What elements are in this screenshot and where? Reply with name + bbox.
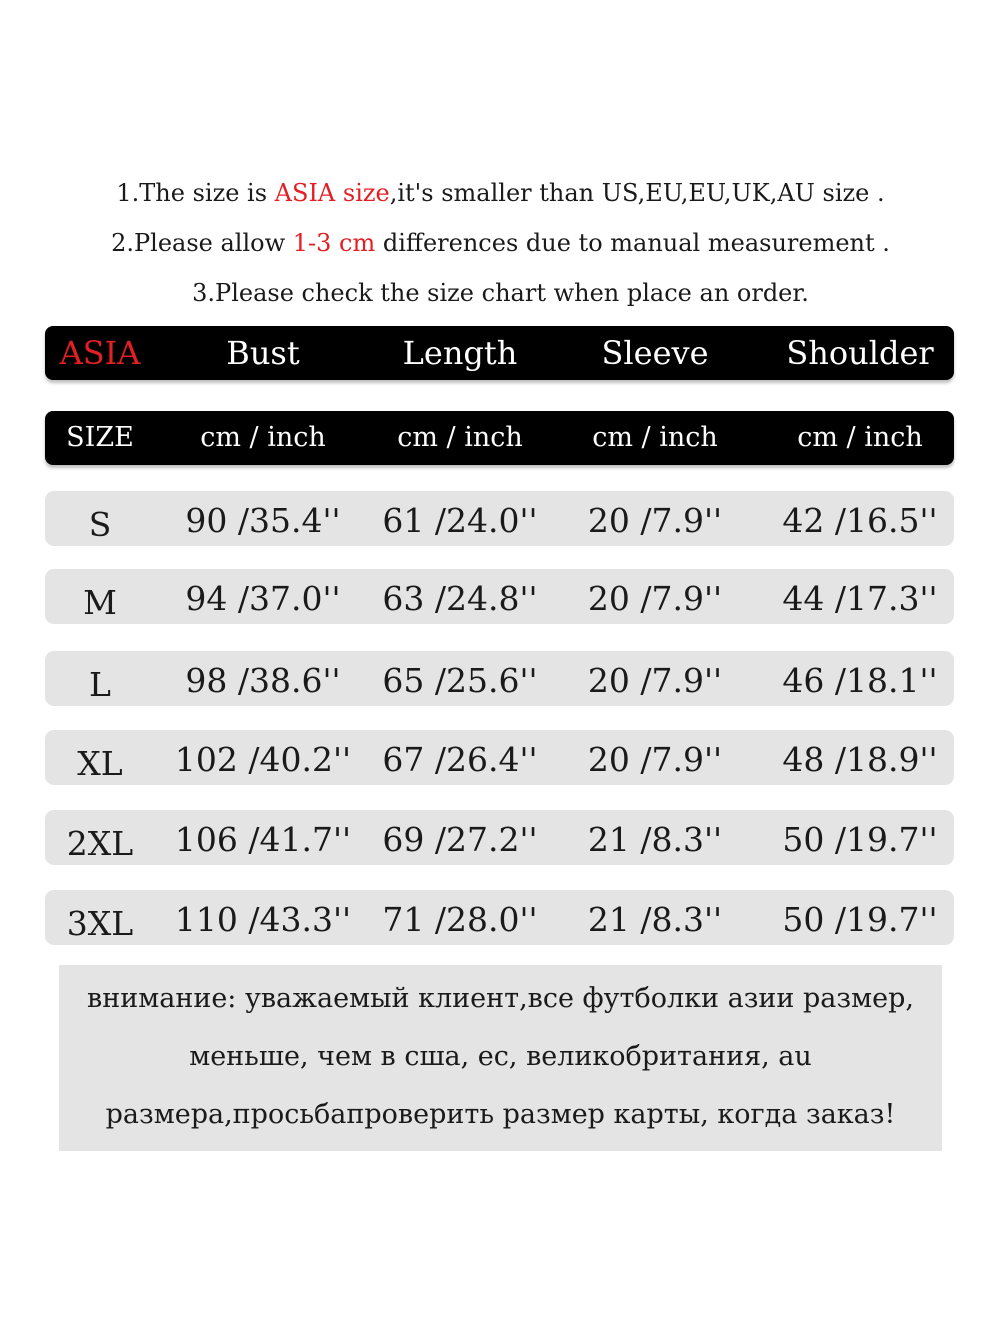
row-sleeve: 21 /8.3'' (587, 820, 723, 859)
row-shoulder: 50 /19.7'' (782, 900, 938, 939)
header-bust: Bust (226, 334, 300, 372)
row-sleeve: 20 /7.9'' (587, 740, 723, 779)
row-shoulder: 48 /18.9'' (782, 740, 938, 779)
row-length: 61 /24.0'' (382, 501, 538, 540)
row-length: 65 /25.6'' (382, 661, 538, 700)
notice-line-2: меньше, чем в сша, ес, великобритания, au (189, 1041, 812, 1072)
note-check-chart: 3.Please check the size chart when place an order. (192, 279, 809, 307)
notice-line-1: внимание: уважаемый клиент,все футболки азии размер, (87, 983, 914, 1014)
note-asia-size (0, 173, 1001, 213)
row-size: 2XL (66, 824, 134, 863)
size-system-label: ASIA (59, 334, 141, 372)
row-size: L (89, 665, 111, 704)
row-shoulder: 50 /19.7'' (782, 820, 938, 859)
row-sleeve: 20 /7.9'' (587, 661, 723, 700)
row-bust: 98 /38.6'' (185, 661, 341, 700)
units-length: cm / inch (397, 422, 523, 453)
table-row (45, 491, 954, 546)
table-row (45, 569, 954, 624)
note-measurement-difference (0, 223, 1001, 263)
row-size: 3XL (66, 904, 134, 943)
units-bust: cm / inch (200, 422, 326, 453)
row-sleeve: 20 /7.9'' (587, 501, 723, 540)
header-shoulder: Shoulder (786, 334, 934, 372)
note-1-after: ,it's smaller than US,EU,EU,UK,AU size . (389, 179, 885, 207)
row-sleeve: 21 /8.3'' (587, 900, 723, 939)
row-length: 71 /28.0'' (382, 900, 538, 939)
row-length: 67 /26.4'' (382, 740, 538, 779)
row-size: M (83, 583, 117, 622)
note-1-highlight: ASIA size (274, 179, 390, 207)
row-size: S (88, 505, 112, 544)
row-bust: 110 /43.3'' (174, 900, 352, 939)
row-bust: 102 /40.2'' (174, 740, 352, 779)
note-1-before: 1.The size is (116, 179, 275, 207)
units-size-label: SIZE (66, 422, 134, 453)
row-bust: 90 /35.4'' (185, 501, 341, 540)
header-sleeve: Sleeve (601, 334, 709, 372)
units-shoulder: cm / inch (797, 422, 923, 453)
table-row (45, 810, 954, 865)
note-2-before: 2.Please allow (111, 229, 293, 257)
row-shoulder: 44 /17.3'' (782, 579, 938, 618)
table-row (45, 730, 954, 785)
row-shoulder: 42 /16.5'' (782, 501, 938, 540)
note-2-after: differences due to manual measurement . (375, 229, 890, 257)
table-row (45, 651, 954, 706)
notice-line-3: размера,просьбапроверить размер карты, когда заказ! (105, 1099, 896, 1130)
row-shoulder: 46 /18.1'' (782, 661, 938, 700)
size-chart-units (45, 411, 954, 465)
row-bust: 106 /41.7'' (174, 820, 352, 859)
row-bust: 94 /37.0'' (185, 579, 341, 618)
row-size: XL (77, 744, 123, 783)
russian-notice (59, 965, 942, 1151)
row-length: 63 /24.8'' (382, 579, 538, 618)
units-sleeve: cm / inch (592, 422, 718, 453)
header-length: Length (402, 334, 518, 372)
table-row (45, 890, 954, 945)
row-length: 69 /27.2'' (382, 820, 538, 859)
size-chart-header (45, 326, 954, 380)
note-2-highlight: 1-3 cm (292, 229, 376, 257)
row-sleeve: 20 /7.9'' (587, 579, 723, 618)
